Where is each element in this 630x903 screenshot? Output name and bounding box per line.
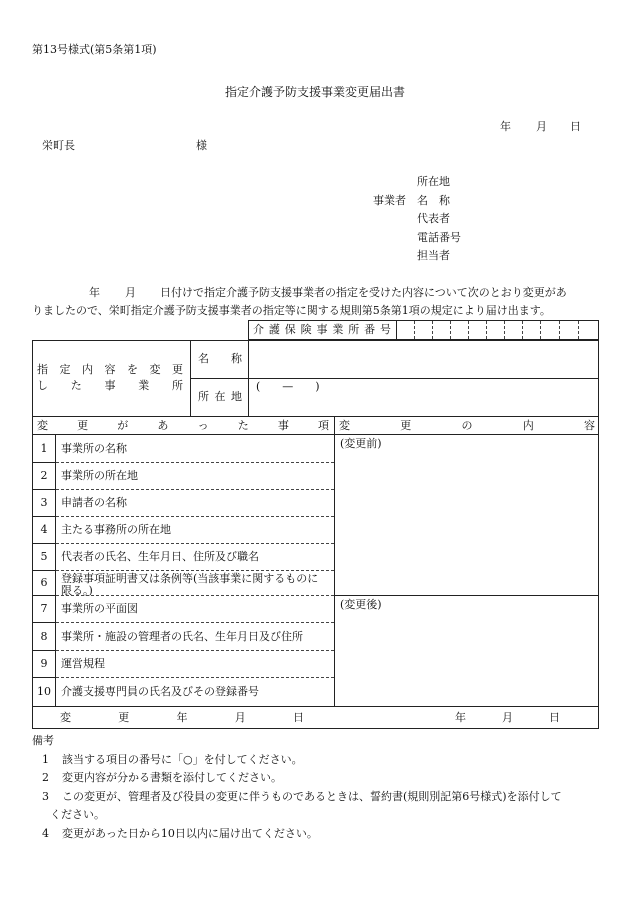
- note-1: 該当する項目の番号に「○」を付してください。: [62, 753, 303, 766]
- insurance-number-label-char: 介: [253, 323, 264, 336]
- digit-divider: [450, 321, 451, 339]
- office-address-label: [198, 391, 242, 402]
- office-name-label-char: 名: [198, 352, 209, 365]
- items-content-divider: [334, 416, 335, 706]
- item-text: 事業所の所在地: [61, 469, 138, 482]
- changed-office-label-1-char: を: [127, 363, 138, 376]
- change-date-line: [32, 706, 599, 707]
- item-text: 事業所・施設の管理者の氏名、生年月日及び住所: [61, 629, 303, 643]
- office-address-label-char: 在: [214, 390, 226, 403]
- item-number[interactable]: 6: [40, 576, 48, 589]
- note-3-number: 3: [42, 790, 49, 803]
- insurance-number-label-char: 保: [284, 323, 296, 336]
- note-4: 変更があった日から10日以内に届け出てください。: [62, 827, 318, 840]
- digit-divider: [414, 321, 415, 339]
- date-day: 日: [570, 120, 581, 133]
- item-row-divider: [56, 622, 334, 623]
- item-row-divider: [56, 677, 334, 678]
- date-year: 年: [500, 120, 511, 133]
- items-header-char: た: [237, 419, 249, 432]
- addressee-honorific: 様: [196, 139, 207, 152]
- content-header-char: 内: [522, 419, 534, 432]
- note-3-line-1: この変更が、管理者及び役員の変更に伴うものであるときは、誓約書(規則別記第6号様式)を添付して: [62, 790, 562, 803]
- change-date-day[interactable]: 日: [549, 711, 560, 724]
- applicant-contact-label: 担当者: [417, 249, 450, 262]
- content-header-char: 容: [584, 419, 595, 432]
- digit-divider: [486, 321, 487, 339]
- item-text: 代表者の氏名、生年月日、住所及び職名: [61, 550, 259, 563]
- insurance-number-label-char: 号: [380, 323, 391, 336]
- change-date-label-char: 年: [176, 711, 188, 724]
- changed-office-label-2-char: 事: [104, 379, 116, 392]
- digit-divider: [432, 321, 433, 339]
- items-header-char: 事: [277, 419, 289, 432]
- remarks-title: 備考: [32, 734, 54, 747]
- changed-office-label-2-char: し: [37, 379, 48, 392]
- header-bottom-line: [32, 434, 599, 435]
- office-address-field[interactable]: ( — ): [256, 380, 320, 393]
- item-number[interactable]: 9: [40, 657, 48, 670]
- office-address-label-char: 所: [198, 390, 209, 403]
- change-date-label-char: 月: [234, 711, 246, 724]
- page-title: 指定介護予防支援事業変更届出書: [224, 85, 405, 99]
- intro-month: 月: [125, 286, 136, 299]
- items-header-char: 更: [77, 419, 89, 432]
- item-row-divider: [56, 489, 334, 490]
- after-label: (変更後): [340, 598, 382, 611]
- insurance-number-label-char: 護: [268, 323, 280, 336]
- item-number-row-divider: [32, 650, 55, 651]
- addressee-name: 栄町長: [42, 139, 75, 152]
- item-text: 限る。): [61, 584, 93, 597]
- digit-divider: [468, 321, 469, 339]
- office-name-label-char: 称: [231, 352, 242, 365]
- changed-office-label-2-char: 業: [138, 379, 150, 392]
- intro-year: 年: [89, 286, 100, 299]
- item-row-divider: [56, 570, 334, 571]
- change-date-year[interactable]: 年: [455, 711, 466, 724]
- insurance-number-label-char: 番: [364, 323, 376, 336]
- before-after-divider: [334, 595, 599, 596]
- applicant-representative-label: 代表者: [417, 212, 450, 225]
- digit-divider: [540, 321, 541, 339]
- changed-office-label-1-char: 更: [172, 363, 183, 376]
- form-number: 第13号様式(第5条第1項): [32, 43, 157, 56]
- before-label: (変更前): [340, 437, 382, 450]
- content-header-char: の: [461, 419, 473, 432]
- item-number-row-divider: [32, 462, 55, 463]
- applicant-label: 事業者: [373, 194, 406, 207]
- item-number[interactable]: 8: [40, 629, 48, 643]
- office-row-divider: [190, 378, 599, 379]
- changed-office-label-1: [37, 364, 183, 375]
- date-month: 月: [536, 120, 547, 133]
- item-row-divider: [56, 543, 334, 544]
- change-date-label-char: 更: [118, 711, 130, 724]
- item-number-row-divider: [32, 516, 55, 517]
- item-row-divider: [56, 595, 334, 596]
- item-number[interactable]: 10: [37, 685, 51, 698]
- item-number-row-divider: [32, 543, 55, 544]
- changed-office-label-2-char: た: [70, 379, 82, 392]
- change-date-label: [60, 712, 304, 723]
- insurance-number-label-char: 所: [348, 323, 360, 336]
- item-number[interactable]: 4: [40, 523, 48, 536]
- note-4-number: 4: [42, 827, 49, 840]
- header-top-line: [32, 416, 599, 417]
- change-date-label-char: 変: [60, 711, 71, 724]
- item-number[interactable]: 2: [40, 469, 48, 482]
- item-text: 登録事項証明書又は条例等(当該事業に関するものに: [61, 572, 319, 585]
- changed-office-label-1-char: 容: [104, 363, 116, 376]
- item-text: 主たる事務所の所在地: [61, 523, 171, 536]
- item-number-row-divider: [32, 677, 55, 678]
- item-number-row-divider: [32, 595, 55, 596]
- applicant-name-label: 名 称: [417, 194, 450, 207]
- item-number[interactable]: 3: [40, 496, 48, 509]
- item-text: 介護支援専門員の氏名及びその登録番号: [61, 685, 259, 698]
- content-header: [339, 420, 595, 431]
- items-header-char: が: [117, 419, 129, 432]
- digit-divider: [504, 321, 505, 339]
- items-header-char: 項: [317, 419, 329, 432]
- changed-office-label-1-char: 指: [37, 363, 48, 376]
- item-row-divider: [56, 516, 334, 517]
- note-1-number: 1: [42, 753, 49, 766]
- insurance-number-label-char: 事: [316, 323, 328, 336]
- items-header-char: 変: [37, 419, 48, 432]
- item-text: 運営規程: [61, 657, 105, 670]
- office-name-label: [198, 353, 242, 364]
- changed-office-label-1-char: 変: [149, 363, 161, 376]
- note-2: 変更内容が分かる書類を添付してください。: [62, 771, 282, 784]
- digit-divider: [559, 321, 560, 339]
- changed-office-label-1-char: 定: [59, 363, 71, 376]
- insurance-number-label-char: 険: [300, 323, 312, 336]
- insurance-number-label-char: 業: [332, 323, 344, 336]
- changed-office-label-2: [37, 380, 183, 391]
- applicant-address-label: 所在地: [417, 175, 450, 188]
- item-row-divider: [56, 650, 334, 651]
- item-number-row-divider: [32, 570, 55, 571]
- note-3-line-2: ください。: [50, 808, 105, 821]
- items-header: [37, 420, 329, 431]
- item-text: 申請者の名称: [61, 496, 127, 509]
- items-header-char: あ: [157, 419, 169, 432]
- note-2-number: 2: [42, 771, 49, 784]
- item-row-divider: [56, 462, 334, 463]
- item-number[interactable]: 1: [40, 441, 48, 455]
- digit-divider: [522, 321, 523, 339]
- item-number-row-divider: [32, 489, 55, 490]
- content-header-char: 更: [400, 419, 412, 432]
- insurance-number-label: [253, 324, 391, 335]
- change-date-label-char: 日: [293, 711, 304, 724]
- applicant-phone-label: 電話番号: [417, 231, 461, 244]
- item-number-row-divider: [32, 622, 55, 623]
- intro-line-2: りましたので、栄町指定介護予防支援事業者の指定等に関する規則第5条第1項の規定により届け出ます。: [32, 304, 551, 317]
- change-date-month[interactable]: 月: [502, 711, 513, 724]
- item-text: 事業所の平面図: [61, 602, 138, 615]
- items-header-char: っ: [197, 419, 209, 432]
- insurance-number-divider: [396, 320, 397, 340]
- item-text: 事業所の名称: [61, 441, 127, 455]
- content-header-char: 変: [339, 419, 350, 432]
- item-number[interactable]: 5: [40, 550, 48, 563]
- intro-line-1: 日付けで指定介護予防支援事業者の指定を受けた内容について次のとおり変更があ: [160, 286, 567, 299]
- digit-divider: [578, 321, 579, 339]
- office-address-label-char: 地: [231, 390, 242, 403]
- changed-office-label-1-char: 内: [82, 363, 93, 376]
- item-number[interactable]: 7: [40, 602, 48, 615]
- changed-office-label-2-char: 所: [172, 379, 183, 392]
